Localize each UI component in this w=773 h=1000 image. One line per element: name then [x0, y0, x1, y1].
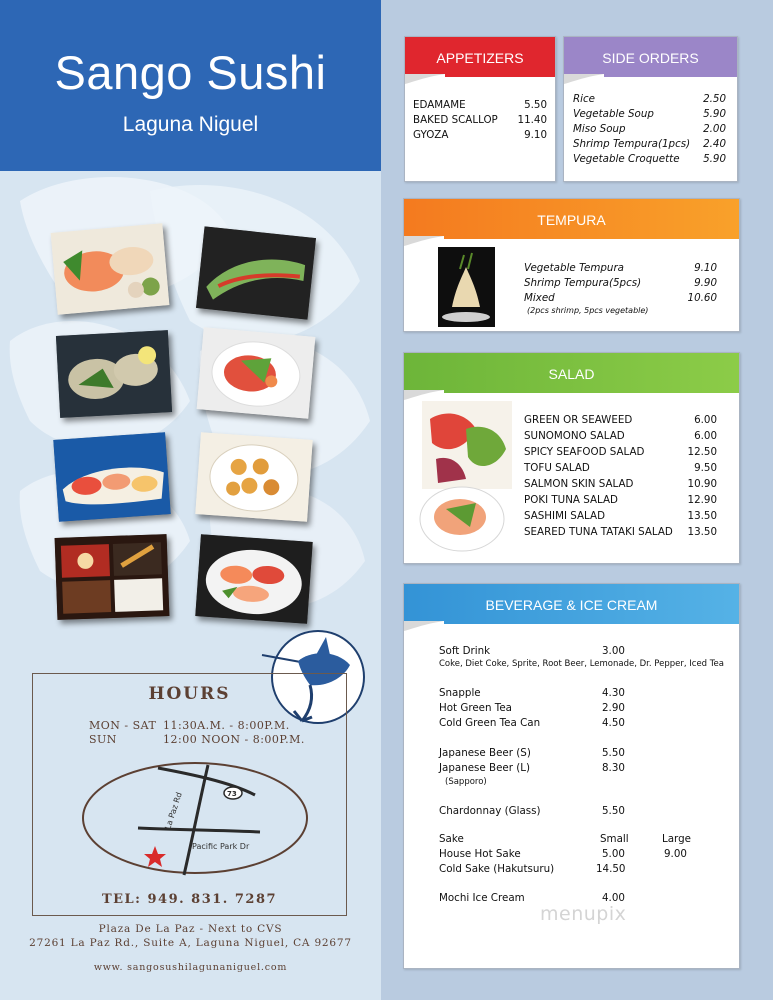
tempura-item-name: Shrimp Tempura(5pcs) — [524, 277, 642, 289]
salad-item-name: SPICY SEAFOOD SALAD — [524, 446, 645, 458]
tempura-mixed-note: (2pcs shrimp, 5pcs vegetable) — [527, 306, 649, 315]
sake-large-header: Large — [662, 833, 691, 845]
hours-title: HOURS — [148, 684, 231, 704]
menupix-watermark: menupix — [540, 903, 627, 925]
salad-item-name: SALMON SKIN SALAD — [524, 478, 634, 490]
tea-item-price: 4.50 — [602, 717, 625, 729]
side-orders-banner — [564, 37, 737, 77]
salad-item-price: 13.50 — [687, 526, 717, 538]
salad-title: SALAD — [548, 366, 595, 382]
left-panel — [0, 0, 381, 1000]
hours-days-sunday: SUN — [89, 733, 117, 746]
salad-card — [403, 352, 740, 564]
side-order-item-price: 2.00 — [703, 123, 726, 135]
appetizer-item-name: BAKED SCALLOP — [413, 114, 498, 126]
beer-item-price: 5.50 — [602, 747, 625, 759]
side-orders-card — [563, 36, 738, 182]
appetizers-title: APPETIZERS — [436, 50, 524, 66]
side-order-item-name: Vegetable Croquette — [573, 153, 680, 165]
tea-item-name: Snapple — [439, 687, 481, 699]
hours-time-sunday: 12:00 NOON - 8:00P.M. — [163, 733, 305, 746]
pacific-park-label: Pacific Park Dr — [192, 842, 250, 851]
tempura-item-name: Vegetable Tempura — [524, 262, 624, 274]
salad-item-name: SASHIMI SALAD — [524, 510, 605, 522]
beverage-title: BEVERAGE & ICE CREAM — [485, 597, 658, 613]
dessert-item-price: 4.00 — [602, 892, 625, 904]
tea-item-price: 4.30 — [602, 687, 625, 699]
la-paz-road-label: La Paz Rd — [163, 791, 184, 831]
side-order-item-name: Miso Soup — [573, 123, 626, 135]
side-order-item-name: Rice — [573, 93, 596, 105]
wine-item-price: 5.50 — [602, 805, 625, 817]
tempura-title: TEMPURA — [537, 212, 606, 228]
appetizers-banner — [405, 37, 555, 77]
soft-drink-name: Soft Drink — [439, 645, 491, 657]
appetizer-item-price: 5.50 — [524, 99, 547, 111]
beer-item-price: 8.30 — [602, 762, 625, 774]
beverage-banner — [404, 584, 739, 624]
salad-item-name: SEARED TUNA TATAKI SALAD — [524, 526, 673, 538]
restaurant-header — [0, 0, 381, 171]
salad-item-name: POKI TUNA SALAD — [524, 494, 618, 506]
salad-item-name: GREEN OR SEAWEED — [524, 414, 633, 426]
tempura-item-name: Mixed — [524, 292, 555, 304]
salad-item-price: 10.90 — [687, 478, 717, 490]
sake-item-small-price: 5.00 — [602, 848, 625, 860]
tempura-photo — [438, 247, 495, 327]
appetizer-item-name: EDAMAME — [413, 99, 466, 111]
sashimi-plate-photo — [53, 432, 170, 522]
tempura-card — [403, 198, 740, 332]
bento-box-photo — [55, 534, 170, 620]
tea-item-name: Hot Green Tea — [439, 702, 512, 714]
side-order-item-price: 2.50 — [703, 93, 726, 105]
side-order-item-name: Shrimp Tempura(1pcs) — [573, 138, 691, 150]
highway-label: 73 — [227, 790, 237, 798]
sashimi-platter-photo — [195, 534, 312, 624]
phone-number: TEL: 949. 831. 7287 — [101, 892, 278, 907]
side-order-item-name: Vegetable Soup — [573, 108, 654, 120]
restaurant-name: Sango Sushi — [54, 46, 327, 99]
salad-item-price: 6.00 — [694, 414, 717, 426]
tea-item-name: Cold Green Tea Can — [439, 717, 541, 729]
appetizer-item-price: 9.10 — [524, 129, 547, 141]
sake-small-header: Small — [600, 833, 629, 845]
salad-item-name: TOFU SALAD — [524, 462, 590, 474]
tempura-item-price: 9.90 — [694, 277, 717, 289]
location-map — [80, 760, 310, 880]
shrimp-appetizer-photo — [195, 432, 312, 522]
hours-time-weekday: 11:30A.M. - 8:00P.M. — [163, 719, 290, 732]
side-order-item-price: 2.40 — [703, 138, 726, 150]
page-curl-decoration — [405, 74, 445, 84]
beer-item-name: Japanese Beer (L) — [439, 762, 531, 774]
tea-item-price: 2.90 — [602, 702, 625, 714]
salad-photo — [416, 399, 516, 554]
salad-banner — [404, 353, 739, 393]
salad-item-price: 12.90 — [687, 494, 717, 506]
sake-header: Sake — [439, 833, 464, 845]
sake-item-large-price: 9.00 — [664, 848, 687, 860]
soft-drink-options: Coke, Diet Coke, Sprite, Root Beer, Lemonade, Dr. Pepper, Iced Tea — [439, 659, 724, 669]
sake-item-name: House Hot Sake — [439, 848, 521, 860]
oyster-photo — [56, 330, 172, 418]
salad-item-price: 13.50 — [687, 510, 717, 522]
sashimi-roll-photo — [51, 223, 170, 314]
side-order-item-price: 5.90 — [703, 153, 726, 165]
sake-item-small-price: 14.50 — [596, 863, 626, 875]
dessert-item-name: Mochi Ice Cream — [439, 892, 525, 904]
sake-item-name: Cold Sake (Hakutsuru) — [439, 863, 555, 875]
carpaccio-photo — [197, 327, 316, 418]
address-line-1: Plaza De La Paz - Next to CVS — [98, 923, 283, 935]
beer-item-name: Japanese Beer (S) — [439, 747, 531, 759]
address-line-2: 27261 La Paz Rd., Suite A, Laguna Niguel, CA 92677 — [29, 937, 352, 949]
side-order-item-price: 5.90 — [703, 108, 726, 120]
wine-item-name: Chardonnay (Glass) — [439, 805, 541, 817]
soft-drink-price: 3.00 — [602, 645, 625, 657]
dragon-roll-photo — [196, 226, 316, 319]
appetizer-item-price: 11.40 — [517, 114, 547, 126]
tempura-item-price: 10.60 — [687, 292, 717, 304]
beer-brand-note: (Sapporo) — [445, 777, 487, 787]
salad-item-price: 6.00 — [694, 430, 717, 442]
appetizer-item-name: GYOZA — [413, 129, 449, 141]
salad-item-price: 12.50 — [687, 446, 717, 458]
page-curl-decoration — [404, 236, 444, 246]
page-curl-decoration — [404, 621, 444, 631]
side-orders-title: SIDE ORDERS — [602, 50, 699, 66]
restaurant-location: Laguna Niguel — [122, 113, 259, 136]
page-curl-decoration — [564, 74, 604, 84]
website[interactable]: www. sangosushilagunaniguel.com — [93, 962, 288, 973]
tempura-banner — [404, 199, 739, 239]
tempura-item-price: 9.10 — [694, 262, 717, 274]
salad-item-price: 9.50 — [694, 462, 717, 474]
hours-days-weekday: MON - SAT — [89, 719, 157, 732]
salad-item-name: SUNOMONO SALAD — [524, 430, 625, 442]
appetizers-card — [404, 36, 556, 182]
